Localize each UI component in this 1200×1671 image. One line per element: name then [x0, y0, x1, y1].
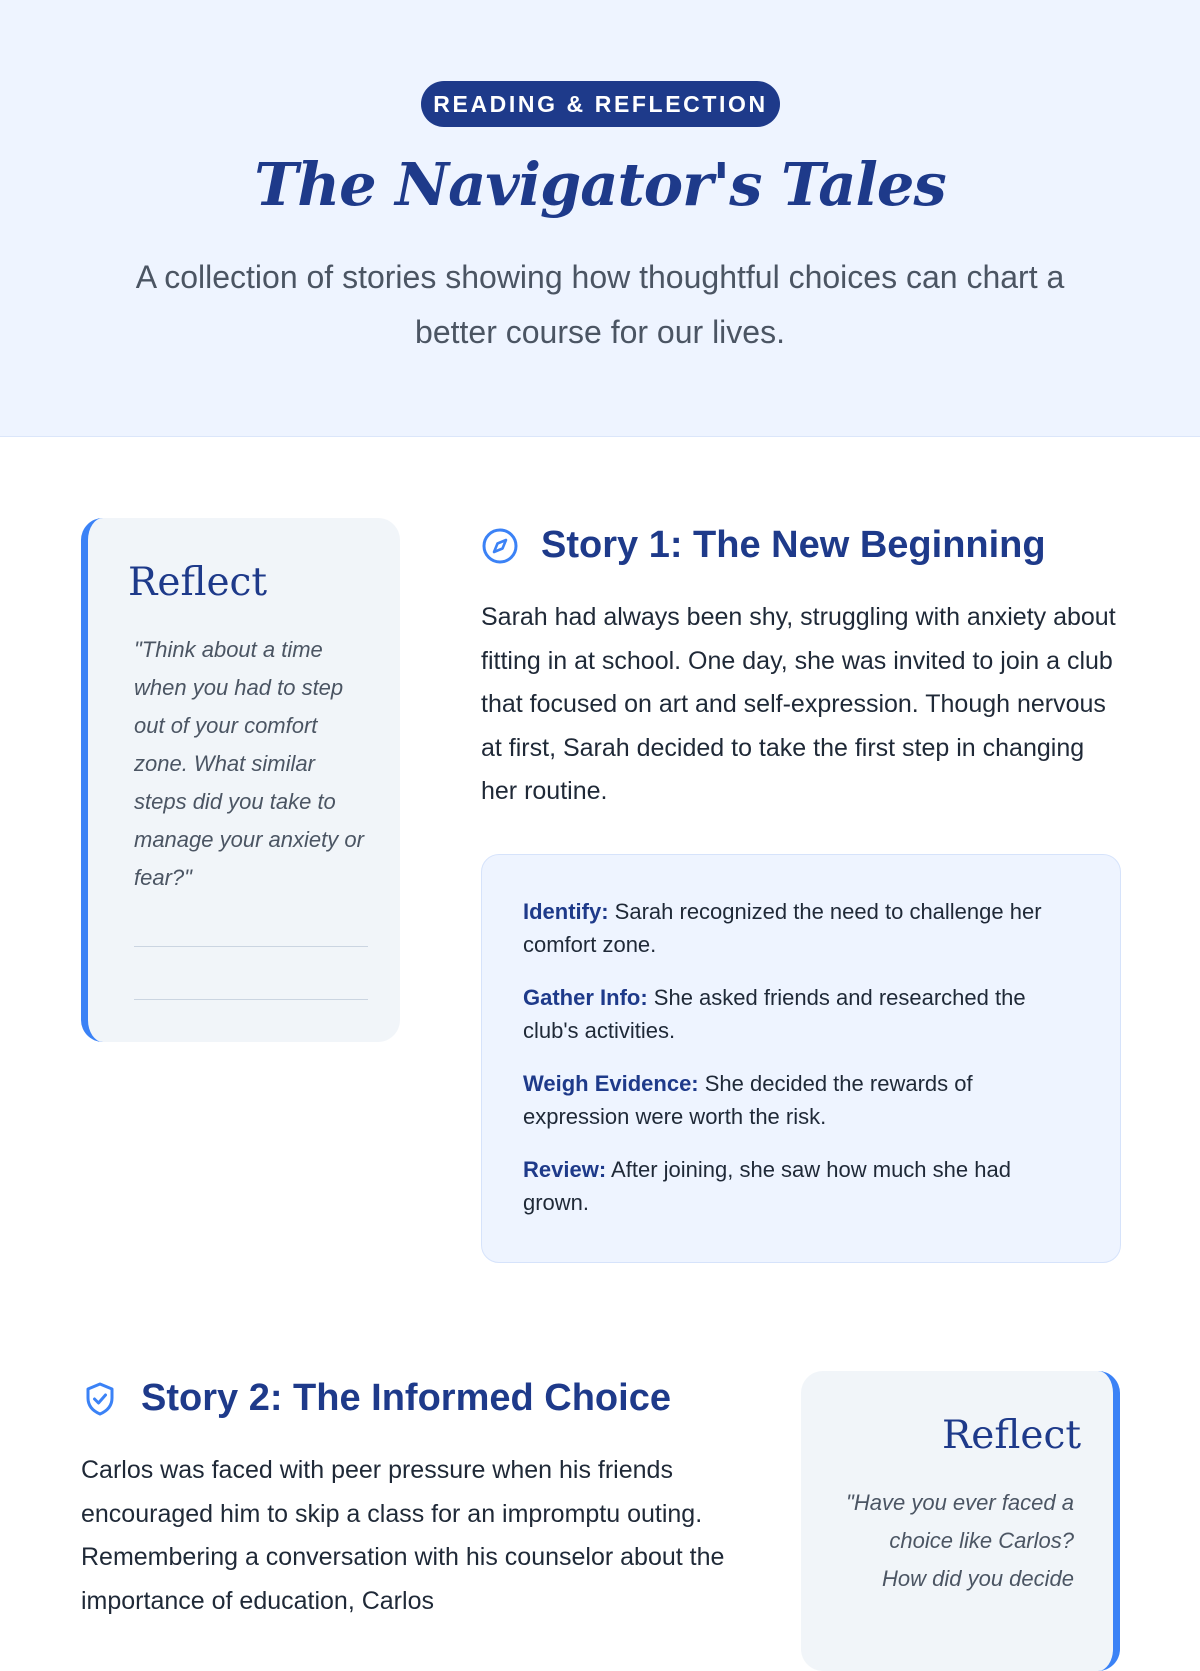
story-title: Story 2: The Informed Choice	[141, 1377, 671, 1419]
story-title: Story 1: The New Beginning	[541, 524, 1046, 566]
step-text: Sarah recognized the need to challenge her comfort zone.	[523, 899, 1042, 957]
step-item	[523, 1153, 1080, 1219]
shield-check-icon	[81, 1380, 119, 1418]
section-badge: READING & REFLECTION	[421, 81, 780, 127]
story-heading	[81, 1377, 671, 1420]
story-body: Sarah had always been shy, struggling with anxiety about fitting in at school. One day, she was invited to join a club that focused on art and self-expression. Though nervous at first, Sarah decided to take the first step in changing her routine.	[481, 603, 1116, 805]
step-text: After joining, she saw how much she had grown.	[523, 1157, 1011, 1215]
step-label: Gather Info:	[523, 985, 648, 1010]
hero-header	[0, 0, 1200, 437]
answer-line	[134, 999, 368, 1000]
story-body: Carlos was faced with peer pressure when his friends encouraged him to skip a class for an impromptu outing. Remembering a conversation with his counselor about the importance of education, Carlos	[81, 1456, 725, 1615]
step-label: Identify:	[523, 899, 609, 924]
answer-line	[134, 946, 368, 947]
step-item	[523, 981, 1080, 1047]
story-heading	[481, 524, 1046, 567]
reflect-card-story-2	[801, 1371, 1120, 1671]
step-item	[523, 895, 1080, 961]
compass-icon	[481, 527, 519, 565]
step-label: Weigh Evidence:	[523, 1071, 699, 1096]
step-item	[523, 1067, 1080, 1133]
reflect-card-story-1	[81, 518, 400, 1042]
page-subtitle: A collection of stories showing how thoughtful choices can chart a better course for our lives.	[135, 259, 1065, 350]
decision-steps	[481, 854, 1121, 1263]
reflect-prompt: "Have you ever faced a choice like Carlos? How did you decide	[846, 1490, 1074, 1591]
step-text: She asked friends and researched the club's activities.	[523, 985, 1026, 1043]
step-text: She decided the rewards of expression were worth the risk.	[523, 1071, 973, 1129]
reflect-title: Reflect	[128, 560, 268, 605]
step-label: Review:	[523, 1157, 607, 1182]
reflect-prompt: "Think about a time when you had to step out of your comfort zone. What similar steps did you take to manage your anxiety or fear?"	[134, 637, 364, 890]
reflect-title: Reflect	[941, 1413, 1081, 1458]
page-title: The Navigator's Tales	[254, 150, 946, 219]
